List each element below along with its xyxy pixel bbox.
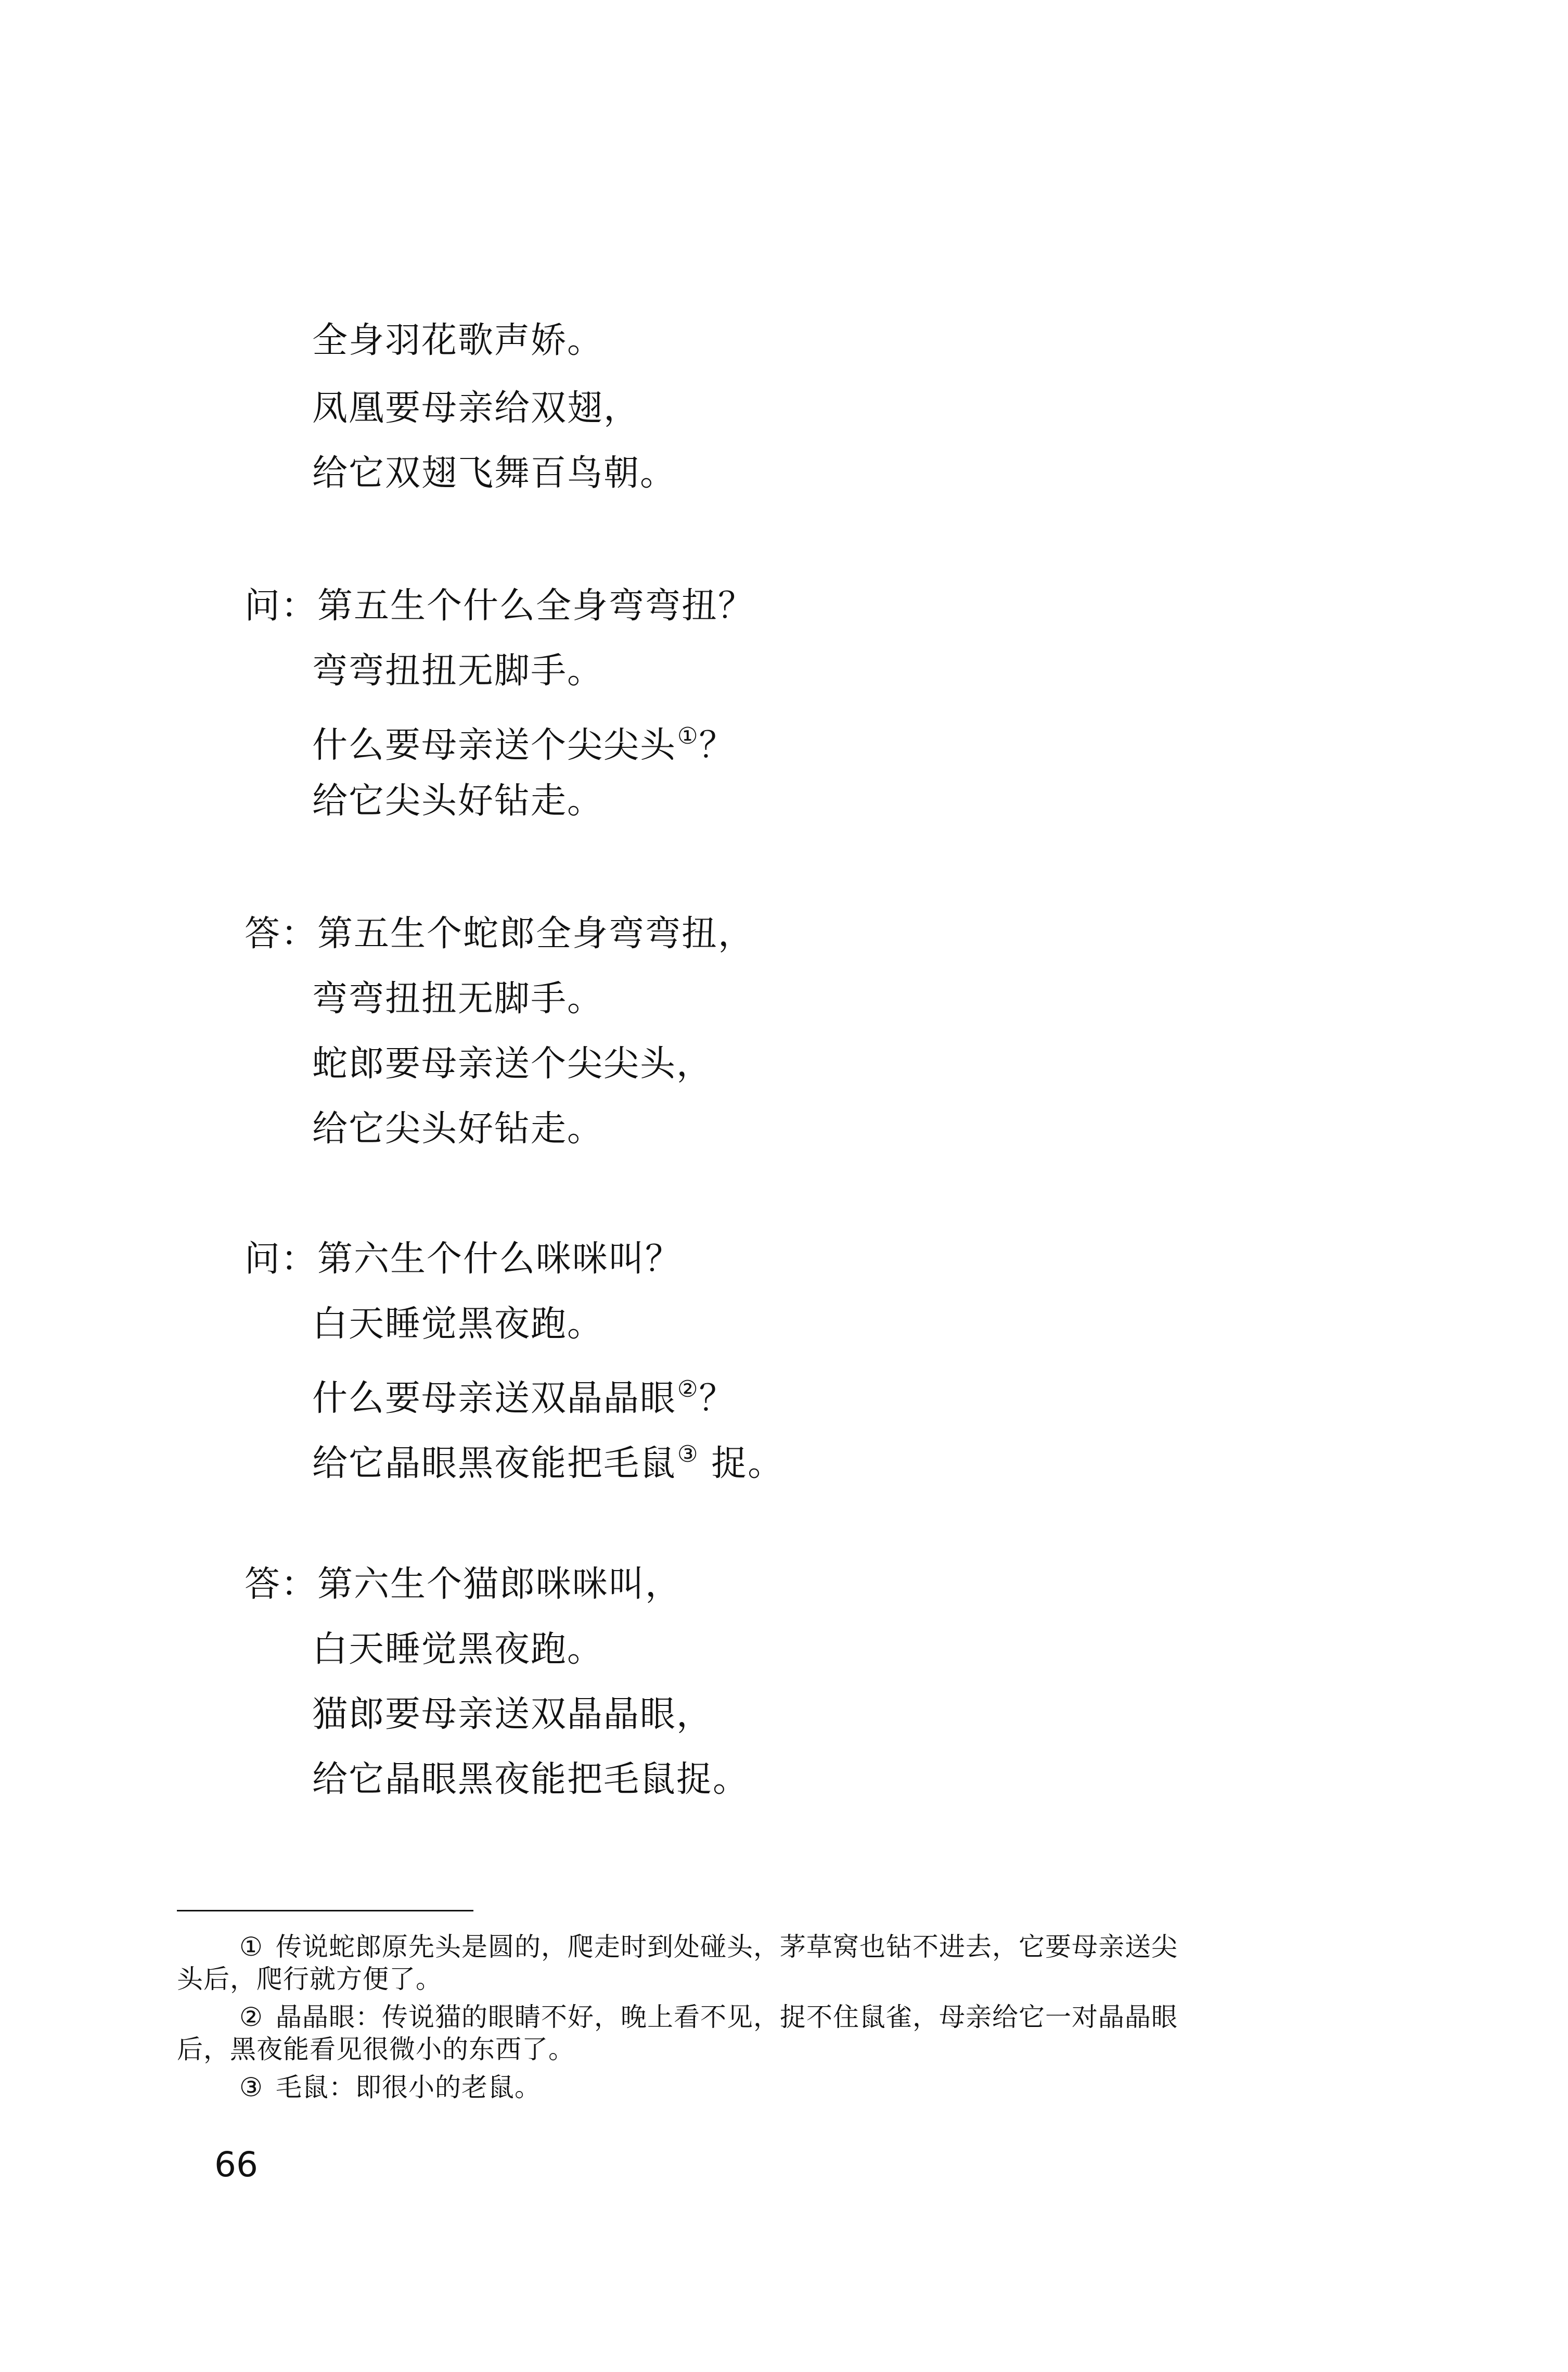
footnote-continuation: 后，黑夜能看见很微小的东西了。 bbox=[177, 2034, 575, 2064]
answer-prefix: 答： bbox=[245, 1564, 318, 1605]
footnote-text: 毛鼠：即很小的老鼠。 bbox=[276, 2072, 541, 2102]
footnote-3 bbox=[177, 2071, 1389, 2103]
question-prefix: 问： bbox=[245, 1239, 318, 1280]
poem-line: 给它晶眼黑夜能把毛鼠③ 捉。 bbox=[312, 1441, 785, 1484]
footnote-divider bbox=[177, 1910, 473, 1911]
footnote-continuation: 头后，爬行就方便了。 bbox=[177, 1964, 442, 1994]
poem-line: 弯弯扭扭无脚手。 bbox=[312, 978, 604, 1019]
poem-question-line: 问：第五生个什么全身弯弯扭？ bbox=[245, 583, 754, 630]
poem-line: 白天睡觉黑夜跑。 bbox=[312, 1304, 604, 1345]
footnote-mark: ① bbox=[239, 1932, 263, 1962]
footnote-ref: ② bbox=[677, 1376, 699, 1402]
poem-line: 给它双翅飞舞百鸟朝。 bbox=[312, 453, 677, 494]
poem-answer-line: 答：第五生个蛇郎全身弯弯扭， bbox=[245, 911, 754, 958]
footnote-text: 传说蛇郎原先头是圆的，爬走时到处碰头，茅草窝也钻不进去，它要母亲送尖 bbox=[276, 1932, 1178, 1962]
poem-line: 弯弯扭扭无脚手。 bbox=[312, 651, 604, 692]
poem-line: 给它尖头好钻走。 bbox=[312, 781, 604, 822]
poem-line: 全身羽花歌声娇。 bbox=[312, 320, 604, 361]
footnote-ref: ① bbox=[677, 723, 699, 749]
poem-answer-line: 答：第六生个猫郎咪咪叫， bbox=[245, 1561, 682, 1608]
footnote-text: 晶晶眼：传说猫的眼睛不好，晚上看不见，捉不住鼠雀，母亲给它一对晶晶眼 bbox=[276, 2002, 1178, 2032]
poem-line: 白天睡觉黑夜跑。 bbox=[312, 1629, 604, 1670]
poem-line: 蛇郎要母亲送个尖尖头， bbox=[312, 1043, 713, 1085]
poem-line: 给它尖头好钻走。 bbox=[312, 1108, 604, 1150]
footnote-1 bbox=[177, 1931, 1389, 1995]
page-number: 66 bbox=[214, 2145, 258, 2185]
poem-line: 给它晶眼黑夜能把毛鼠捉。 bbox=[312, 1759, 750, 1800]
footnote-ref: ③ bbox=[677, 1441, 699, 1468]
answer-prefix: 答： bbox=[245, 913, 318, 954]
footnote-mark: ③ bbox=[239, 2072, 263, 2102]
poem-line: 什么要母亲送个尖尖头①？ bbox=[312, 723, 736, 766]
footnote-2 bbox=[177, 2001, 1389, 2065]
poem-line: 什么要母亲送双晶晶眼②？ bbox=[312, 1376, 736, 1419]
poem-line: 猫郎要母亲送双晶晶眼， bbox=[312, 1694, 713, 1735]
question-prefix: 问： bbox=[245, 585, 318, 627]
poem-question-line: 问：第六生个什么咪咪叫？ bbox=[245, 1236, 682, 1283]
poem-line: 凤凰要母亲给双翅， bbox=[312, 388, 640, 429]
footnote-mark: ② bbox=[239, 2002, 263, 2032]
